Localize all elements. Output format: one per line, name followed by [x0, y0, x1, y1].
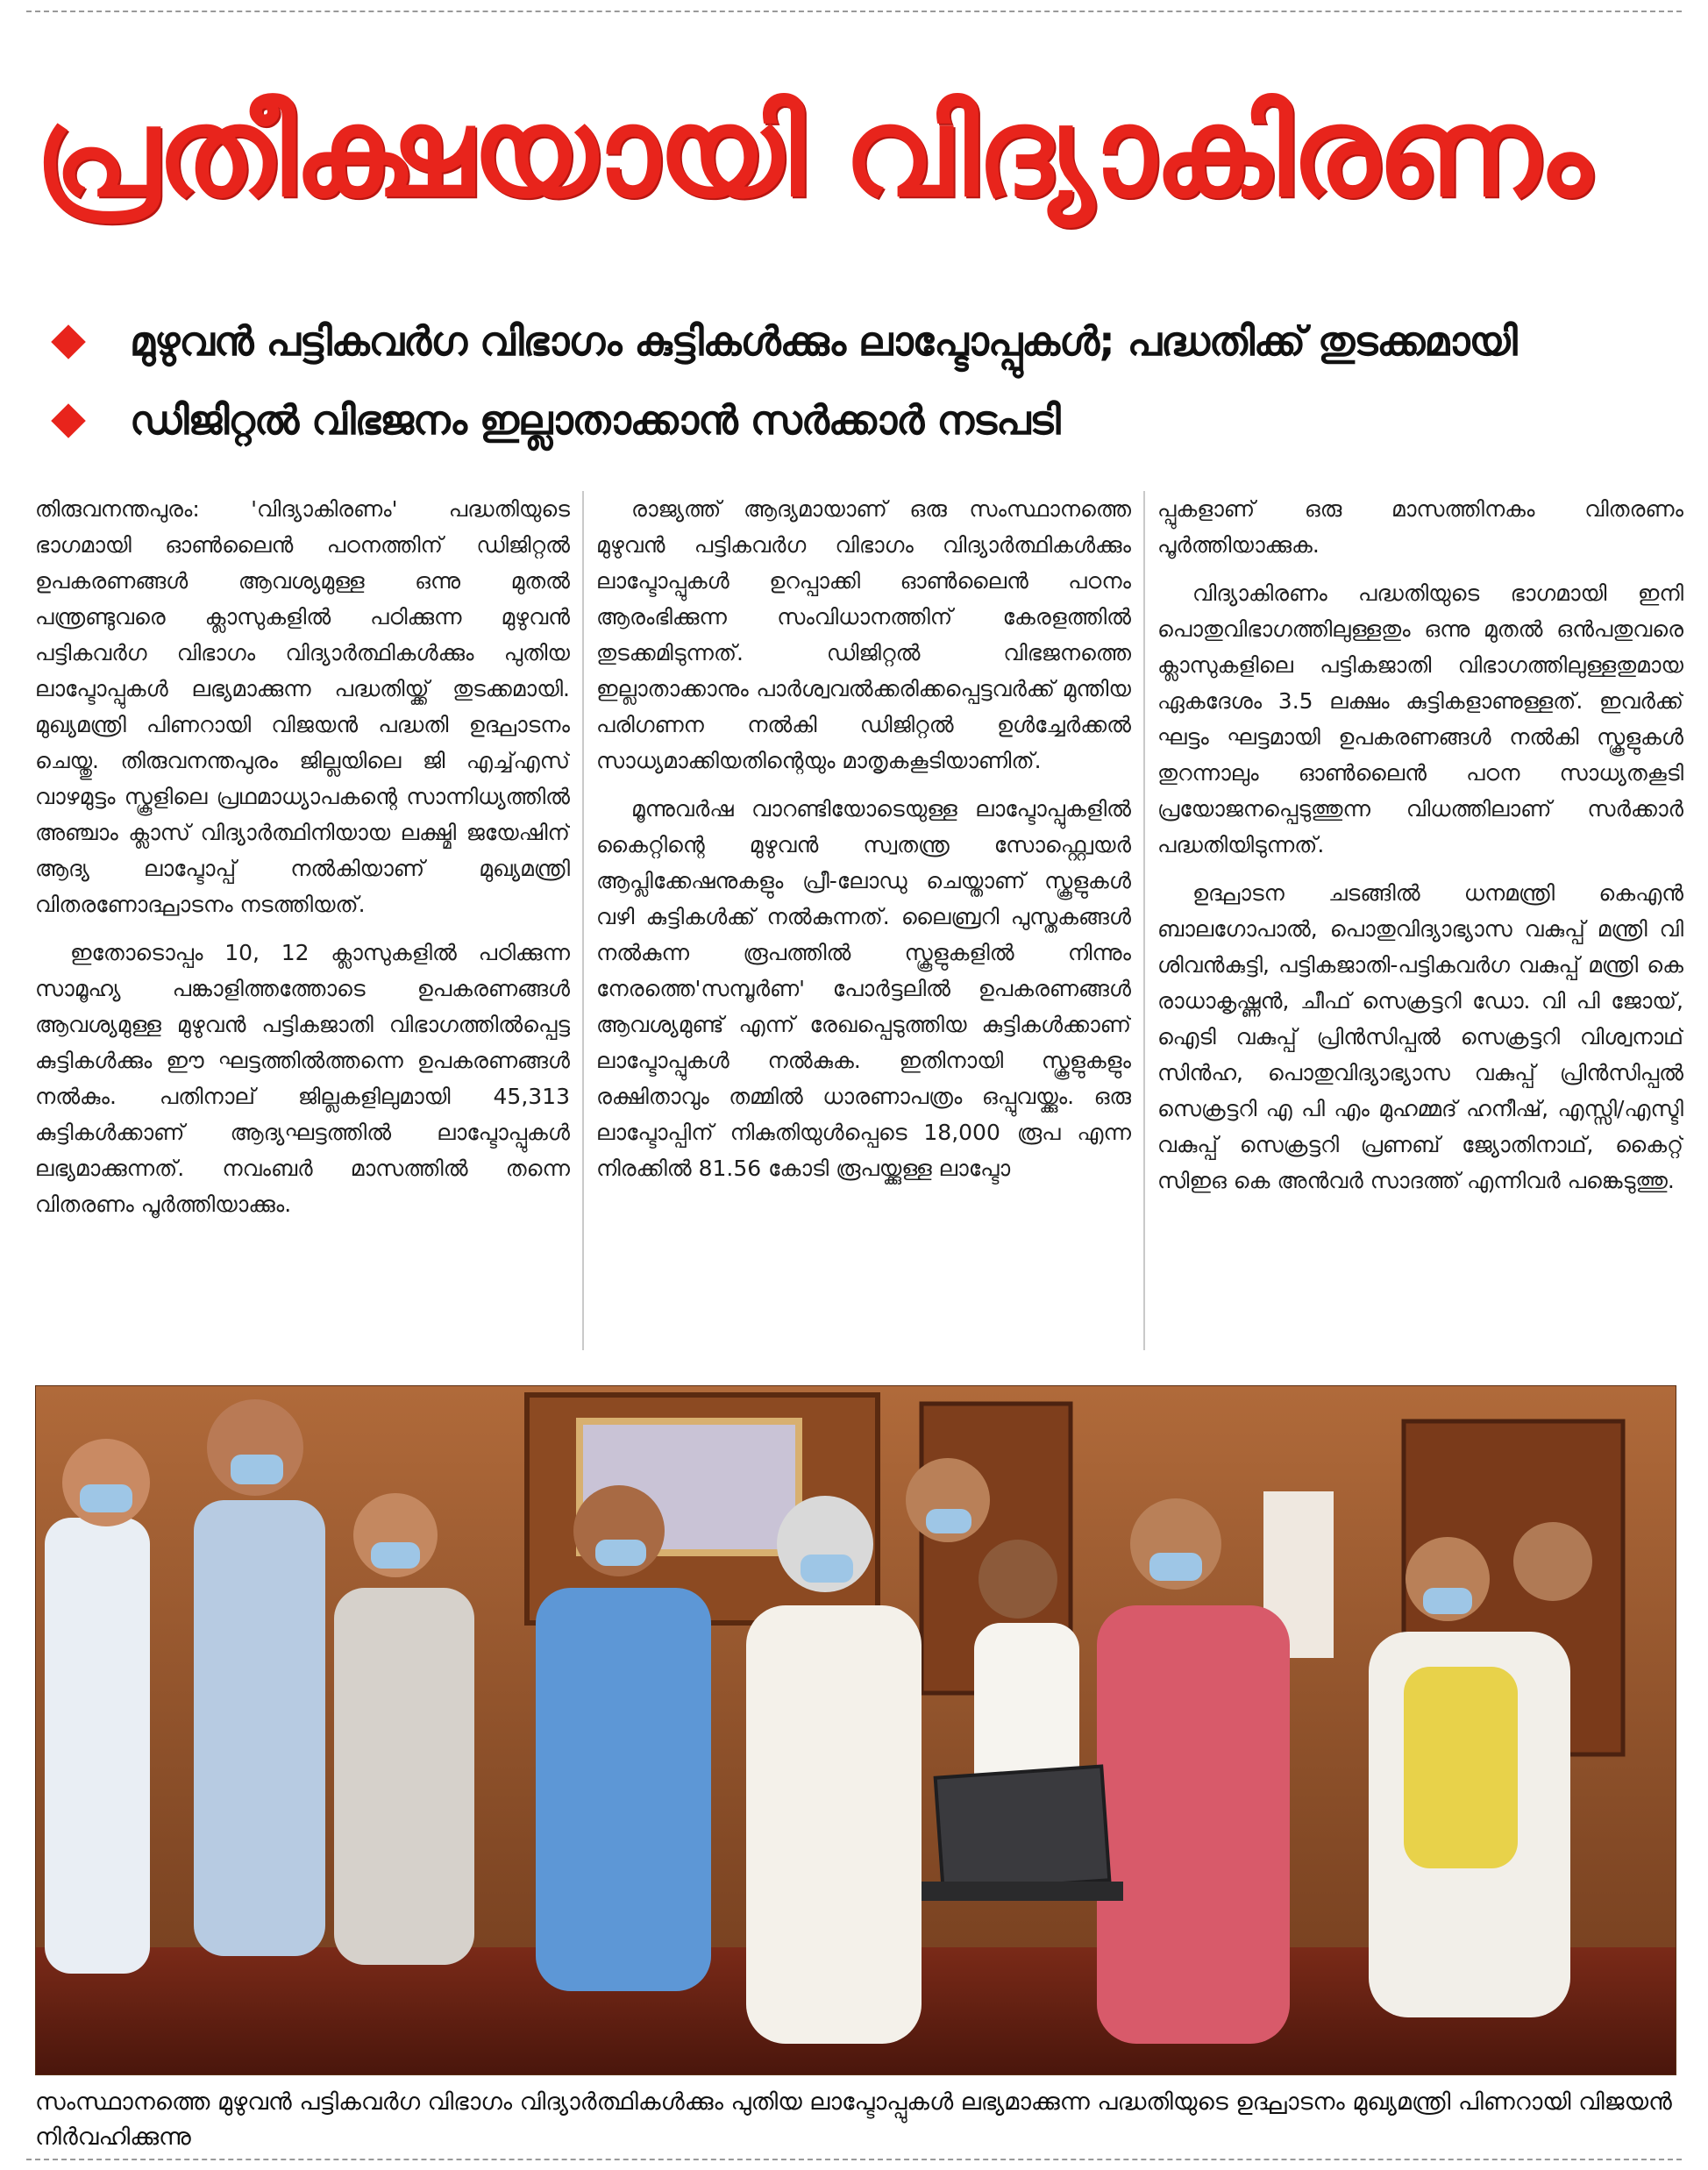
subheading-text: ഡിജിറ്റൽ വിഭജനം ഇല്ലാതാക്കാൻ സർക്കാർ നടപടി — [130, 396, 1060, 444]
paragraph: ഇതോടൊപ്പം 10, 12 ക്ലാസുകളിൽ പഠിക്കുന്ന സാമൂഹ്യ പങ്കാളിത്തത്തോടെ ഉപകരണങ്ങൾ ആവശ്യമുള്ള മുഴുവൻ പട്ടികജാതി വിഭാഗത്തിൽപ്പെട്ട കുട്ടികൾക്കും ഈ ഘട്ടത്തിൽത്തന്നെ ഉപകരണങ്ങൾ നൽകും. പതിനാല് ജില്ലകളിലുമായി 45,313 കുട്ടികൾക്കാണ് ആദ്യഘട്ടത്തിൽ ലാപ്ടോപ്പുകൾ ലഭ്യമാക്കുന്നത്. നവംബർ മാസത്തിൽ തന്നെ വിതരണം പൂർത്തിയാക്കും. — [35, 940, 570, 1217]
diamond-bullet-icon — [51, 403, 86, 438]
paragraph: ഉദ്ഘാടന ചടങ്ങിൽ ധനമന്ത്രി കെഎൻ ബാലഗോപാൽ, പൊതുവിദ്യാഭ്യാസ വകുപ്പ് മന്ത്രി വി ശിവൻകുട്ടി, പട്ടികജാതി-പട്ടികവർഗ വകുപ്പ് മന്ത്രി കെ രാധാകൃഷ്ണൻ, ചീഫ് സെക്രട്ടറി ഡോ. വി പി ജോയ്, ഐടി വകുപ്പ് പ്രിൻസിപ്പൽ സെക്രട്ടറി വിശ്വനാഥ് സിൻഹ, പൊതുവിദ്യാഭ്യാസ വകുപ്പ് പ്രിൻസിപ്പൽ സെക്രട്ടറി എ പി എം മുഹമ്മദ് ഹനീഷ്, എസ്സി/എസ്ടി വകുപ്പ് സെക്രട്ടറി പ്രണബ് ജ്യോതിനാഥ്, കൈറ്റ് സിഇഒ കെ അൻവർ സാദത്ത് എന്നിവർ പങ്കെടുത്തു. — [1157, 880, 1683, 1193]
headline: പ്രതീക്ഷയായി വിദ്യാകിരണം — [35, 82, 1591, 224]
article-column-3 — [1157, 491, 1683, 1355]
paragraph: പ്പുകളാണ് ഒരു മാസത്തിനകം വിതരണം പൂർത്തിയാക്കുക. — [1157, 496, 1683, 558]
subheading-text: മുഴുവൻ പട്ടികവർഗ വിഭാഗം കുട്ടികൾക്കും ലാപ്ടോപ്പുകൾ; പദ്ധതിക്ക് തുടക്കമായി — [130, 317, 1517, 365]
news-photo — [35, 1385, 1676, 2075]
photo-caption: സംസ്ഥാനത്തെ മുഴുവൻ പട്ടികവർഗ വിഭാഗം വിദ്യാർത്ഥികൾക്കും പുതിയ ലാപ്ടോപ്പുകൾ ലഭ്യമാക്കുന്ന പദ്ധതിയുടെ ഉദ്ഘാടനം മുഖ്യമന്ത്രി പിണറായി വിജയൻ നിർവഹിക്കുന്നു — [35, 2088, 1672, 2151]
article-column-1 — [35, 491, 570, 1355]
photo-illustration — [36, 1386, 1676, 2074]
subheadings — [44, 302, 1675, 460]
article-body — [35, 491, 1683, 1355]
top-dashed-border — [26, 11, 1682, 12]
paragraph: രാജ്യത്ത് ആദ്യമായാണ് ഒരു സംസ്ഥാനത്തെ മുഴുവൻ പട്ടികവർഗ വിഭാഗം വിദ്യാർത്ഥികൾക്കും ലാപ്ടോപ്പുകൾ ഉറപ്പാക്കി ഓൺലൈൻ പഠനം ആരംഭിക്കുന്ന സംവിധാനത്തിന് കേരളത്തിൽ തുടക്കമിടുന്നത്. ഡിജിറ്റൽ വിഭജനത്തെ ഇല്ലാതാക്കാനും പാർശ്വവൽക്കരിക്കപ്പെട്ടവർക്ക് മുന്തിയ പരിഗണന നൽകി ഡിജിറ്റൽ ഉൾച്ചേർക്കൽ സാധ്യമാക്കിയതിന്റെയും മാതൃകകൂടിയാണിത്. — [596, 496, 1131, 773]
paragraph: തിരുവനന്തപുരം: 'വിദ്യാകിരണം' പദ്ധതിയുടെ ഭാഗമായി ഓൺലൈൻ പഠനത്തിന് ഡിജിറ്റൽ ഉപകരണങ്ങൾ ആവശ്യമുള്ള ഒന്നു മുതൽ പന്ത്രണ്ടുവരെ ക്ലാസുകളിൽ പഠിക്കുന്ന മുഴുവൻ പട്ടികവർഗ വിഭാഗം വിദ്യാർത്ഥികൾക്കും പുതിയ ലാപ്ടോപ്പുകൾ ലഭ്യമാക്കുന്ന പദ്ധതിയ്ക്ക് തുടക്കമായി. മുഖ്യമന്ത്രി പിണറായി വിജയൻ പദ്ധതി ഉദ്ഘാടനം ചെയ്തു. തിരുവനന്തപുരം ജില്ലയിലെ ജി എച്ച്എസ് വാഴമുട്ടം സ്കൂളിലെ പ്രഥമാധ്യാപകന്റെ സാന്നിധ്യത്തിൽ അഞ്ചാം ക്ലാസ് വിദ്യാർത്ഥിനിയായ ലക്ഷ്മി ജയേഷിന് ആദ്യ ലാപ്ടോപ്പ് നൽകിയാണ് മുഖ്യമന്ത്രി വിതരണോദ്ഘാടനം നടത്തിയത്. — [35, 496, 570, 917]
diamond-bullet-icon — [51, 324, 86, 359]
article-column-2 — [596, 491, 1131, 1355]
column-divider — [1143, 491, 1145, 1350]
bottom-dashed-border — [26, 2159, 1682, 2160]
paragraph: മൂന്നുവർഷ വാറണ്ടിയോടെയുള്ള ലാപ്ടോപ്പുകളിൽ കൈറ്റിന്റെ മുഴുവൻ സ്വതന്ത്ര സോഫ്റ്റ്വെയർ ആപ്ലിക്കേഷനുകളും പ്രീ-ലോഡു ചെയ്താണ് സ്കൂളുകൾ വഴി കുട്ടികൾക്ക് നൽകുന്നത്. ലൈബ്രറി പുസ്തകങ്ങൾ നൽകുന്ന രൂപത്തിൽ സ്കൂളുകളിൽ നിന്നും നേരത്തെ'സമ്പൂർണ' പോർട്ടലിൽ ഉപകരണങ്ങൾ ആവശ്യമുണ്ട് എന്ന് രേഖപ്പെടുത്തിയ കുട്ടികൾക്കാണ് ലാപ്ടോപ്പുകൾ നൽകുക. ഇതിനായി സ്കൂളുകളും രക്ഷിതാവും തമ്മിൽ ധാരണാപത്രം ഒപ്പുവയ്ക്കും. ഒരു ലാപ്ടോപ്പിന് നികുതിയുൾപ്പെടെ 18,000 രൂപ എന്ന നിരക്കിൽ 81.56 കോടി രൂപയ്ക്കുള്ള ലാപ്ടോ — [596, 796, 1131, 1181]
subheading-2 — [44, 381, 1675, 460]
subheading-1 — [44, 302, 1675, 381]
column-divider — [582, 491, 584, 1350]
paragraph: വിദ്യാകിരണം പദ്ധതിയുടെ ഭാഗമായി ഇനി പൊതുവിഭാഗത്തിലുള്ളതും ഒന്നു മുതൽ ഒൻപതുവരെ ക്ലാസുകളിലെ പട്ടികജാതി വിഭാഗത്തിലുള്ളതുമായ ഏകദേശം 3.5 ലക്ഷം കുട്ടികളാണുള്ളത്. ഇവർക്ക് ഘട്ടം ഘട്ടമായി ഉപകരണങ്ങൾ നൽകി സ്കൂളുകൾ തുറന്നാലും ഓൺലൈൻ പഠന സാധ്യതകൂടി പ്രയോജനപ്പെടുത്തുന്ന വിധത്തിലാണ് സർക്കാർ പദ്ധതിയിടുന്നത്. — [1157, 580, 1683, 857]
